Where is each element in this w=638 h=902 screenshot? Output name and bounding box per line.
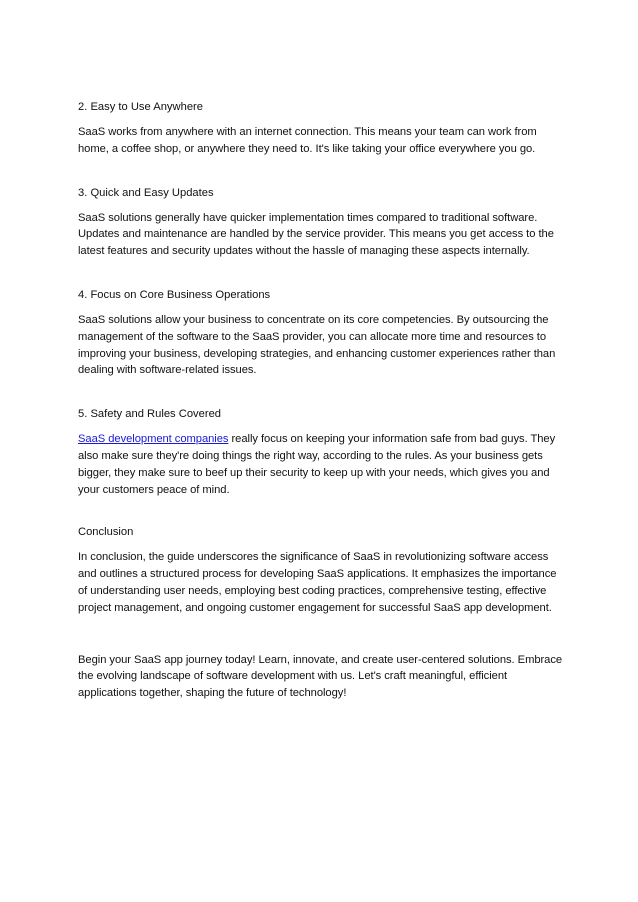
section-heading: 4. Focus on Core Business Operations bbox=[78, 288, 271, 301]
closing-paragraph-section bbox=[78, 652, 564, 702]
section-safety-rules bbox=[78, 407, 564, 498]
section-heading: 2. Easy to Use Anywhere bbox=[78, 101, 203, 113]
section-heading: Conclusion bbox=[78, 526, 134, 539]
section-body: SaaS works from anywhere with an internet connection. This means your team can work from home, a coffee shop, or anywhere they need to. It's like taking your office everywhere you go. bbox=[78, 126, 537, 155]
section-conclusion bbox=[78, 525, 564, 616]
section-heading: 5. Safety and Rules Covered bbox=[78, 408, 222, 421]
saas-development-companies-link[interactable]: SaaS development companies bbox=[78, 433, 229, 446]
section-body: In conclusion, the guide underscores the significance of SaaS in revolutionizing software access and outlines a structured process for developing SaaS applications. It emphasizes the importance of understanding user needs, employing best coding practices, comprehensive testing, effective project management, and ongoing customer engagement for successful SaaS app development. bbox=[78, 551, 557, 614]
closing-paragraph: Begin your SaaS app journey today! Learn, innovate, and create user-centered solutions. Embrace the evolving landscape of software development with us. Let's craft meaningful, efficient applications together, shaping the future of technology! bbox=[78, 653, 563, 700]
section-quick-updates bbox=[78, 186, 564, 260]
section-easy-to-use bbox=[78, 100, 564, 158]
document-page bbox=[78, 100, 564, 702]
section-body: SaaS solutions allow your business to concentrate on its core competencies. By outsourcing the management of the software to the SaaS provider, you can allocate more time and resources to improving your business, developing strategies, and enhancing customer experiences rather than dealing with software-related issues. bbox=[78, 313, 556, 377]
section-body: SaaS solutions generally have quicker implementation times compared to traditional software. Updates and maintenance are handled by the service provider. This means you get access to the latest features and security updates without the hassle of managing these aspects internally. bbox=[78, 211, 554, 258]
section-heading: 3. Quick and Easy Updates bbox=[78, 186, 214, 199]
section-core-business bbox=[78, 288, 564, 379]
section-body-text: really focus on keeping your information safe from bad guys. They also make sure they're doing things the right way, according to the rules. As your business gets bigger, they make sure to beef up their security to keep up with your needs, which gives you and your customers peace of mind. bbox=[78, 433, 556, 496]
section-body bbox=[78, 431, 564, 498]
